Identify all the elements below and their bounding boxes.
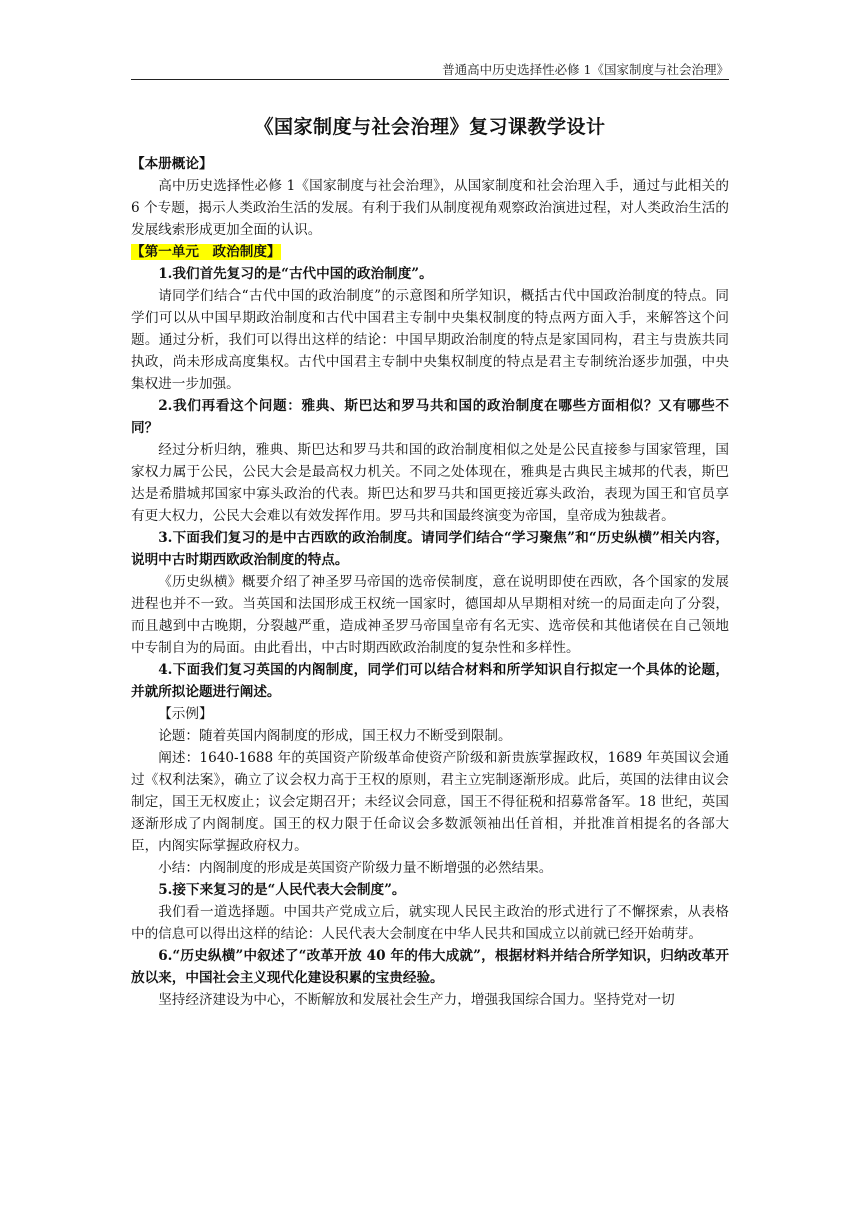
running-header: 普通高中历史选择性必修 1《国家制度与社会治理》	[442, 62, 729, 77]
example-label: 【示例】	[158, 706, 213, 722]
elaboration-paragraph: 阐述：1640-1688 年的英国资产阶级革命使资产阶级和新贵族掌握政权，1689 年英国议会通过《权利法案》，确立了议会权力高于王权的原则，君主立宪制逐渐形成。此后，英国的法律由议会制定，国王无权废止；议会定期召开；未经议会同意，国王不得征税和招募常备军。18 世纪，英国逐渐形成了内阁制度。国王的权力限于任命议会多数派领袖出任首相，并批准首相提名的各部大臣，内阁实际掌握政府权力。	[131, 750, 729, 854]
answer-1: 请同学们结合“古代中国的政治制度”的示意图和所学知识，概括古代中国政治制度的特点。同学们可以从中国早期政治制度和古代中国君主专制中央集权制度的特点两方面入手，来解答这个问题。通过分析，我们可以得出这样的结论：中国早期政治制度的特点是家国同构，君主与贵族共同执政，尚未形成高度集权。古代中国君主专制中央集权制度的特点是君主专制统治逐步加强，中央集权进一步加强。	[131, 288, 729, 392]
answer-5: 我们看一道选择题。中国共产党成立后，就实现人民民主政治的形式进行了不懈探索，从表格中的信息可以得出这样的结论：人民代表大会制度在中华人民共和国成立以前就已经开始萌芽。	[131, 904, 729, 942]
question-6: 6.“历史纵横”中叙述了“改革开放 40 年的伟大成就”，根据材料并结合所学知识，归纳改革开放以来，中国社会主义现代化建设积累的宝贵经验。	[131, 948, 729, 986]
thesis-paragraph: 论题：随着英国内阁制度的形成，国王权力不断受到限制。	[158, 728, 512, 744]
header-divider	[131, 79, 729, 80]
question-3: 3.下面我们复习的是中古西欧的政治制度。请同学们结合“学习聚焦”和“历史纵横”相关内容，说明中古时期西欧政治制度的特点。	[131, 530, 729, 568]
question-5: 5.接下来复习的是“人民代表大会制度”。	[158, 882, 406, 898]
unit-heading	[131, 241, 729, 263]
summary-paragraph: 小结：内阁制度的形成是英国资产阶级力量不断增强的必然结果。	[158, 860, 553, 876]
question-1: 1.我们首先复习的是“古代中国的政治制度”。	[158, 266, 433, 282]
unit-heading-highlight: 【第一单元 政治制度】	[131, 244, 281, 260]
overview-heading: 【本册概论】	[131, 156, 213, 172]
question-4: 4.下面我们复习英国的内阁制度，同学们可以结合材料和所学知识自行拟定一个具体的论题，并就所拟论题进行阐述。	[131, 662, 729, 700]
answer-2: 经过分析归纳，雅典、斯巴达和罗马共和国的政治制度相似之处是公民直接参与国家管理，国家权力属于公民，公民大会是最高权力机关。不同之处体现在，雅典是古典民主城邦的代表，斯巴达是希腊城邦国家中寡头政治的代表。斯巴达和罗马共和国更接近寡头政治，表现为国王和官员享有更大权力，公民大会难以有效发挥作用。罗马共和国最终演变为帝国，皇帝成为独裁者。	[131, 442, 729, 524]
document-title: 《国家制度与社会治理》复习课教学设计	[254, 116, 606, 138]
answer-6: 坚持经济建设为中心，不断解放和发展社会生产力，增强我国综合国力。坚持党对一切	[158, 992, 675, 1008]
question-2: 2.我们再看这个问题：雅典、斯巴达和罗马共和国的政治制度在哪些方面相似？又有哪些不同？	[131, 398, 729, 436]
document-body	[131, 112, 729, 1011]
answer-3: 《历史纵横》概要介绍了神圣罗马帝国的选帝侯制度，意在说明即使在西欧，各个国家的发展进程也并不一致。当英国和法国形成王权统一国家时，德国却从早期相对统一的局面走向了分裂，而且越到中古晚期，分裂越严重，造成神圣罗马帝国皇帝有名无实、选帝侯和其他诸侯在自己领地中专制自为的局面。由此看出，中古时期西欧政治制度的复杂性和多样性。	[131, 574, 729, 656]
overview-paragraph: 高中历史选择性必修 1《国家制度与社会治理》，从国家制度和社会治理入手，通过与此相关的 6 个专题，揭示人类政治生活的发展。有利于我们从制度视角观察政治演进过程，对人类政治生活的发展线索形成更加全面的认识。	[131, 178, 729, 238]
